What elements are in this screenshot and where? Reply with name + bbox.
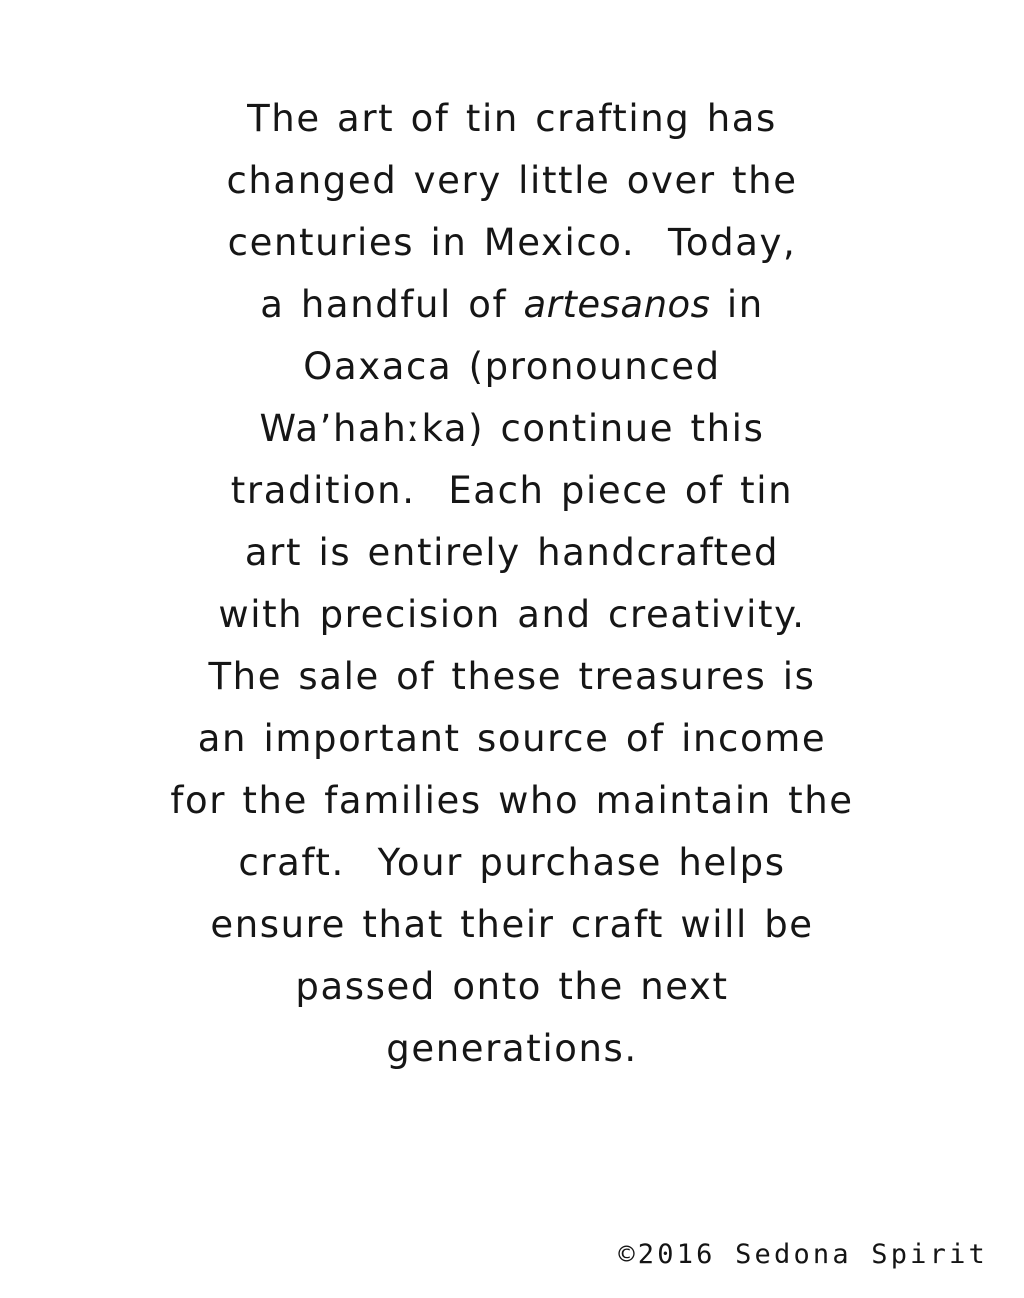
text-line: Wa’hahːka) continue this — [259, 407, 765, 450]
italic-term: artesanos — [523, 283, 711, 326]
text-line: an important source of income — [197, 717, 827, 760]
text-line: centuries in Mexico. Today, — [227, 221, 797, 264]
text-line: art is entirely handcrafted — [244, 531, 780, 574]
text-line: generations. — [386, 1027, 638, 1070]
text-segment: in — [710, 283, 764, 326]
body-text-block — [120, 88, 904, 1080]
text-line: changed very little over the — [226, 159, 798, 202]
copyright-notice: ©2016 Sedona Spirit — [618, 1239, 988, 1270]
text-line: The sale of these treasures is — [208, 655, 816, 698]
text-line: with precision and creativity. — [218, 593, 806, 636]
text-line: tradition. Each piece of tin — [230, 469, 794, 512]
text-line: passed onto the next — [295, 965, 729, 1008]
text-line: for the families who maintain the — [170, 779, 854, 822]
text-line: craft. Your purchase helps — [238, 841, 786, 884]
text-line: Oaxaca (pronounced — [303, 345, 721, 388]
text-line: The art of tin crafting has — [247, 97, 777, 140]
text-line-with-italic — [120, 274, 904, 336]
text-line: ensure that their craft will be — [210, 903, 814, 946]
text-segment: a handful of — [260, 283, 524, 326]
